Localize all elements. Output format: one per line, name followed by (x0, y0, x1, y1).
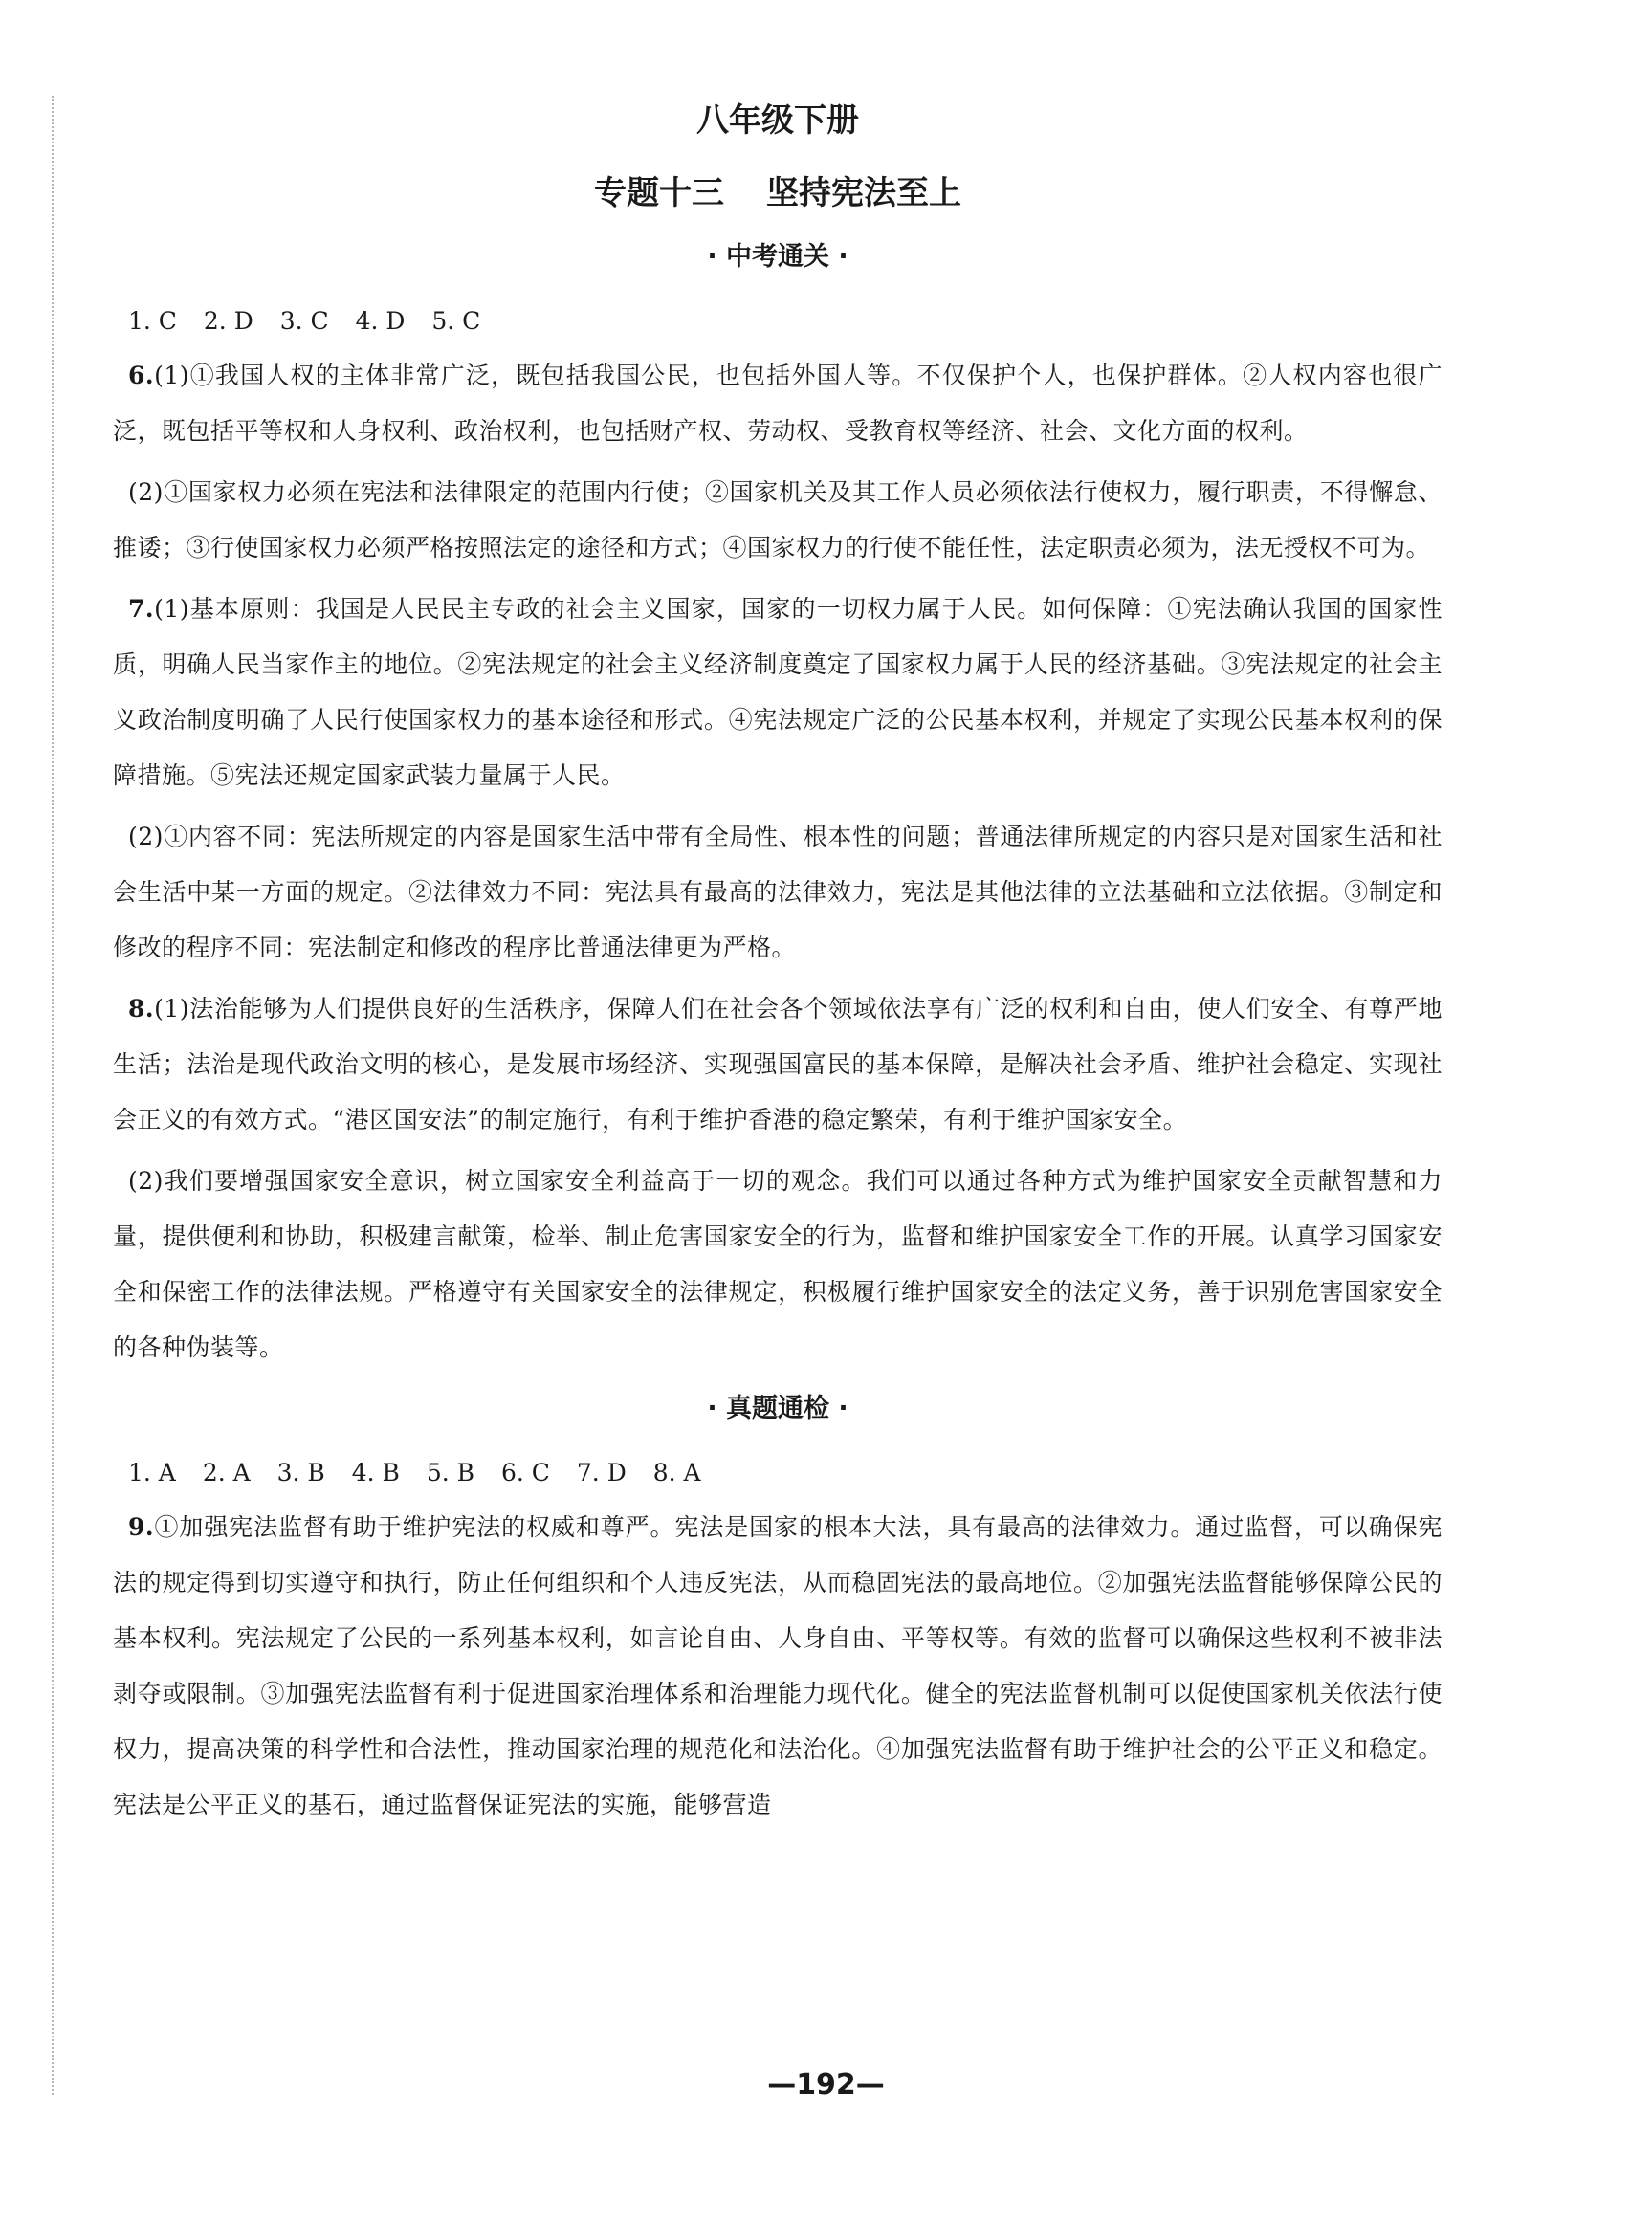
answer-text: (2)①国家权力必须在宪法和法律限定的范围内行使；②国家机关及其工作人员必须依法行使权力，履行职责，不得懈怠、推诿；③行使国家权力必须严格按照法定的途径和方式；④国家权力的行使不能任性，法定职责必须为，法无授权不可为。 (113, 478, 1443, 561)
topic-label: 专题十三 (594, 174, 724, 212)
page-number: —192— (767, 2068, 885, 2102)
question-number: 8. (128, 995, 155, 1023)
choice-answer: 5. C (431, 307, 481, 335)
answer-paragraph (113, 348, 1443, 459)
answer-paragraph (113, 1500, 1443, 1833)
answer-text: (1)①我国人权的主体非常广泛，既包括我国公民，也包括外国人等。不仅保护个人，也保护群体。②人权内容也很广泛，既包括平等权和人身权利、政治权利，也包括财产权、劳动权、受教育权等经济、社会、文化方面的权利。 (113, 362, 1443, 445)
answer-text: (2)我们要增强国家安全意识，树立国家安全利益高于一切的观念。我们可以通过各种方式为维护国家安全贡献智慧和力量，提供便利和协助，积极建言献策，检举、制止危害国家安全的行为，监督和维护国家安全工作的开展。认真学习国家安全和保密工作的法律法规。严格遵守有关国家安全的法律规定，积极履行维护国家安全的法定义务，善于识别危害国家安全的各种伪装等。 (113, 1167, 1443, 1361)
question-number: 6. (128, 362, 155, 389)
answer-paragraph (113, 465, 1443, 576)
topic-title (113, 165, 1443, 222)
choice-answers (113, 1448, 1443, 1498)
topic-name: 坚持宪法至上 (766, 174, 961, 212)
choice-answer: 4. B (351, 1459, 400, 1486)
choice-answer: 2. D (203, 307, 253, 335)
answer-text: ①加强宪法监督有助于维护宪法的权威和尊严。宪法是国家的根本大法，具有最高的法律效力。通过监督，可以确保宪法的规定得到切实遵守和执行，防止任何组织和个人违反宪法，从而稳固宪法的最高地位。②加强宪法监督能够保障公民的基本权利。宪法规定了公民的一系列基本权利，如言论自由、人身自由、平等权等。有效的监督可以确保这些权利不被非法剥夺或限制。③加强宪法监督有利于促进国家治理体系和治理能力现代化。健全的宪法监督机制可以促使国家机关依法行使权力，提高决策的科学性和合法性，推动国家治理的规范化和法治化。④加强宪法监督有助于维护社会的公平正义和稳定。宪法是公平正义的基石，通过监督保证宪法的实施，能够营造 (113, 1513, 1443, 1818)
choice-answer: 7. D (576, 1459, 627, 1486)
choice-answer: 1. C (128, 307, 177, 335)
answer-text: (1)法治能够为人们提供良好的生活秩序，保障人们在社会各个领域依法享有广泛的权利和自由，使人们安全、有尊严地生活；法治是现代政治文明的核心，是发展市场经济、实现强国富民的基本保障，是解决社会矛盾、维护社会稳定、实现社会正义的有效方式。“港区国安法”的制定施行，有利于维护香港的稳定繁荣，有利于维护国家安全。 (113, 995, 1443, 1134)
choice-answer: 6. C (501, 1459, 550, 1486)
book-title: 八年级下册 (696, 101, 859, 140)
answer-page (113, 92, 1443, 1833)
binding-margin-line (52, 96, 54, 2095)
answer-text: (1)基本原则：我国是人民民主专政的社会主义国家，国家的一切权力属于人民。如何保障：①宪法确认我国的国家性质，明确人民当家作主的地位。②宪法规定的社会主义经济制度奠定了国家权力属于人民的经济基础。③宪法规定的社会主义政治制度明确了人民行使国家权力的基本途径和形式。④宪法规定广泛的公民基本权利，并规定了实现公民基本权利的保障措施。⑤宪法还规定国家武装力量属于人民。 (113, 595, 1443, 789)
section-heading-zhenti: · 真题通检 · (707, 1394, 848, 1423)
question-number: 7. (128, 595, 155, 623)
answer-paragraph (113, 809, 1443, 976)
answer-paragraph (113, 582, 1443, 803)
choice-answer: 1. A (128, 1459, 176, 1486)
answer-text: (2)①内容不同：宪法所规定的内容是国家生活中带有全局性、根本性的问题；普通法律所规定的内容只是对国家生活和社会生活中某一方面的规定。②法律效力不同：宪法具有最高的法律效力，宪法是其他法律的立法基础和立法依据。③制定和修改的程序不同：宪法制定和修改的程序比普通法律更为严格。 (113, 823, 1443, 961)
answer-paragraph (113, 1154, 1443, 1376)
choice-answer: 4. D (355, 307, 406, 335)
choice-answer: 3. C (279, 307, 329, 335)
choice-answer: 8. A (652, 1459, 701, 1486)
choice-answer: 2. A (202, 1459, 251, 1486)
answer-paragraph (113, 981, 1443, 1148)
choice-answer: 3. B (276, 1459, 325, 1486)
section-heading-zhongkao: · 中考通关 · (707, 242, 848, 272)
choice-answer: 5. B (426, 1459, 475, 1486)
choice-answers (113, 297, 1443, 346)
question-number: 9. (128, 1513, 155, 1541)
